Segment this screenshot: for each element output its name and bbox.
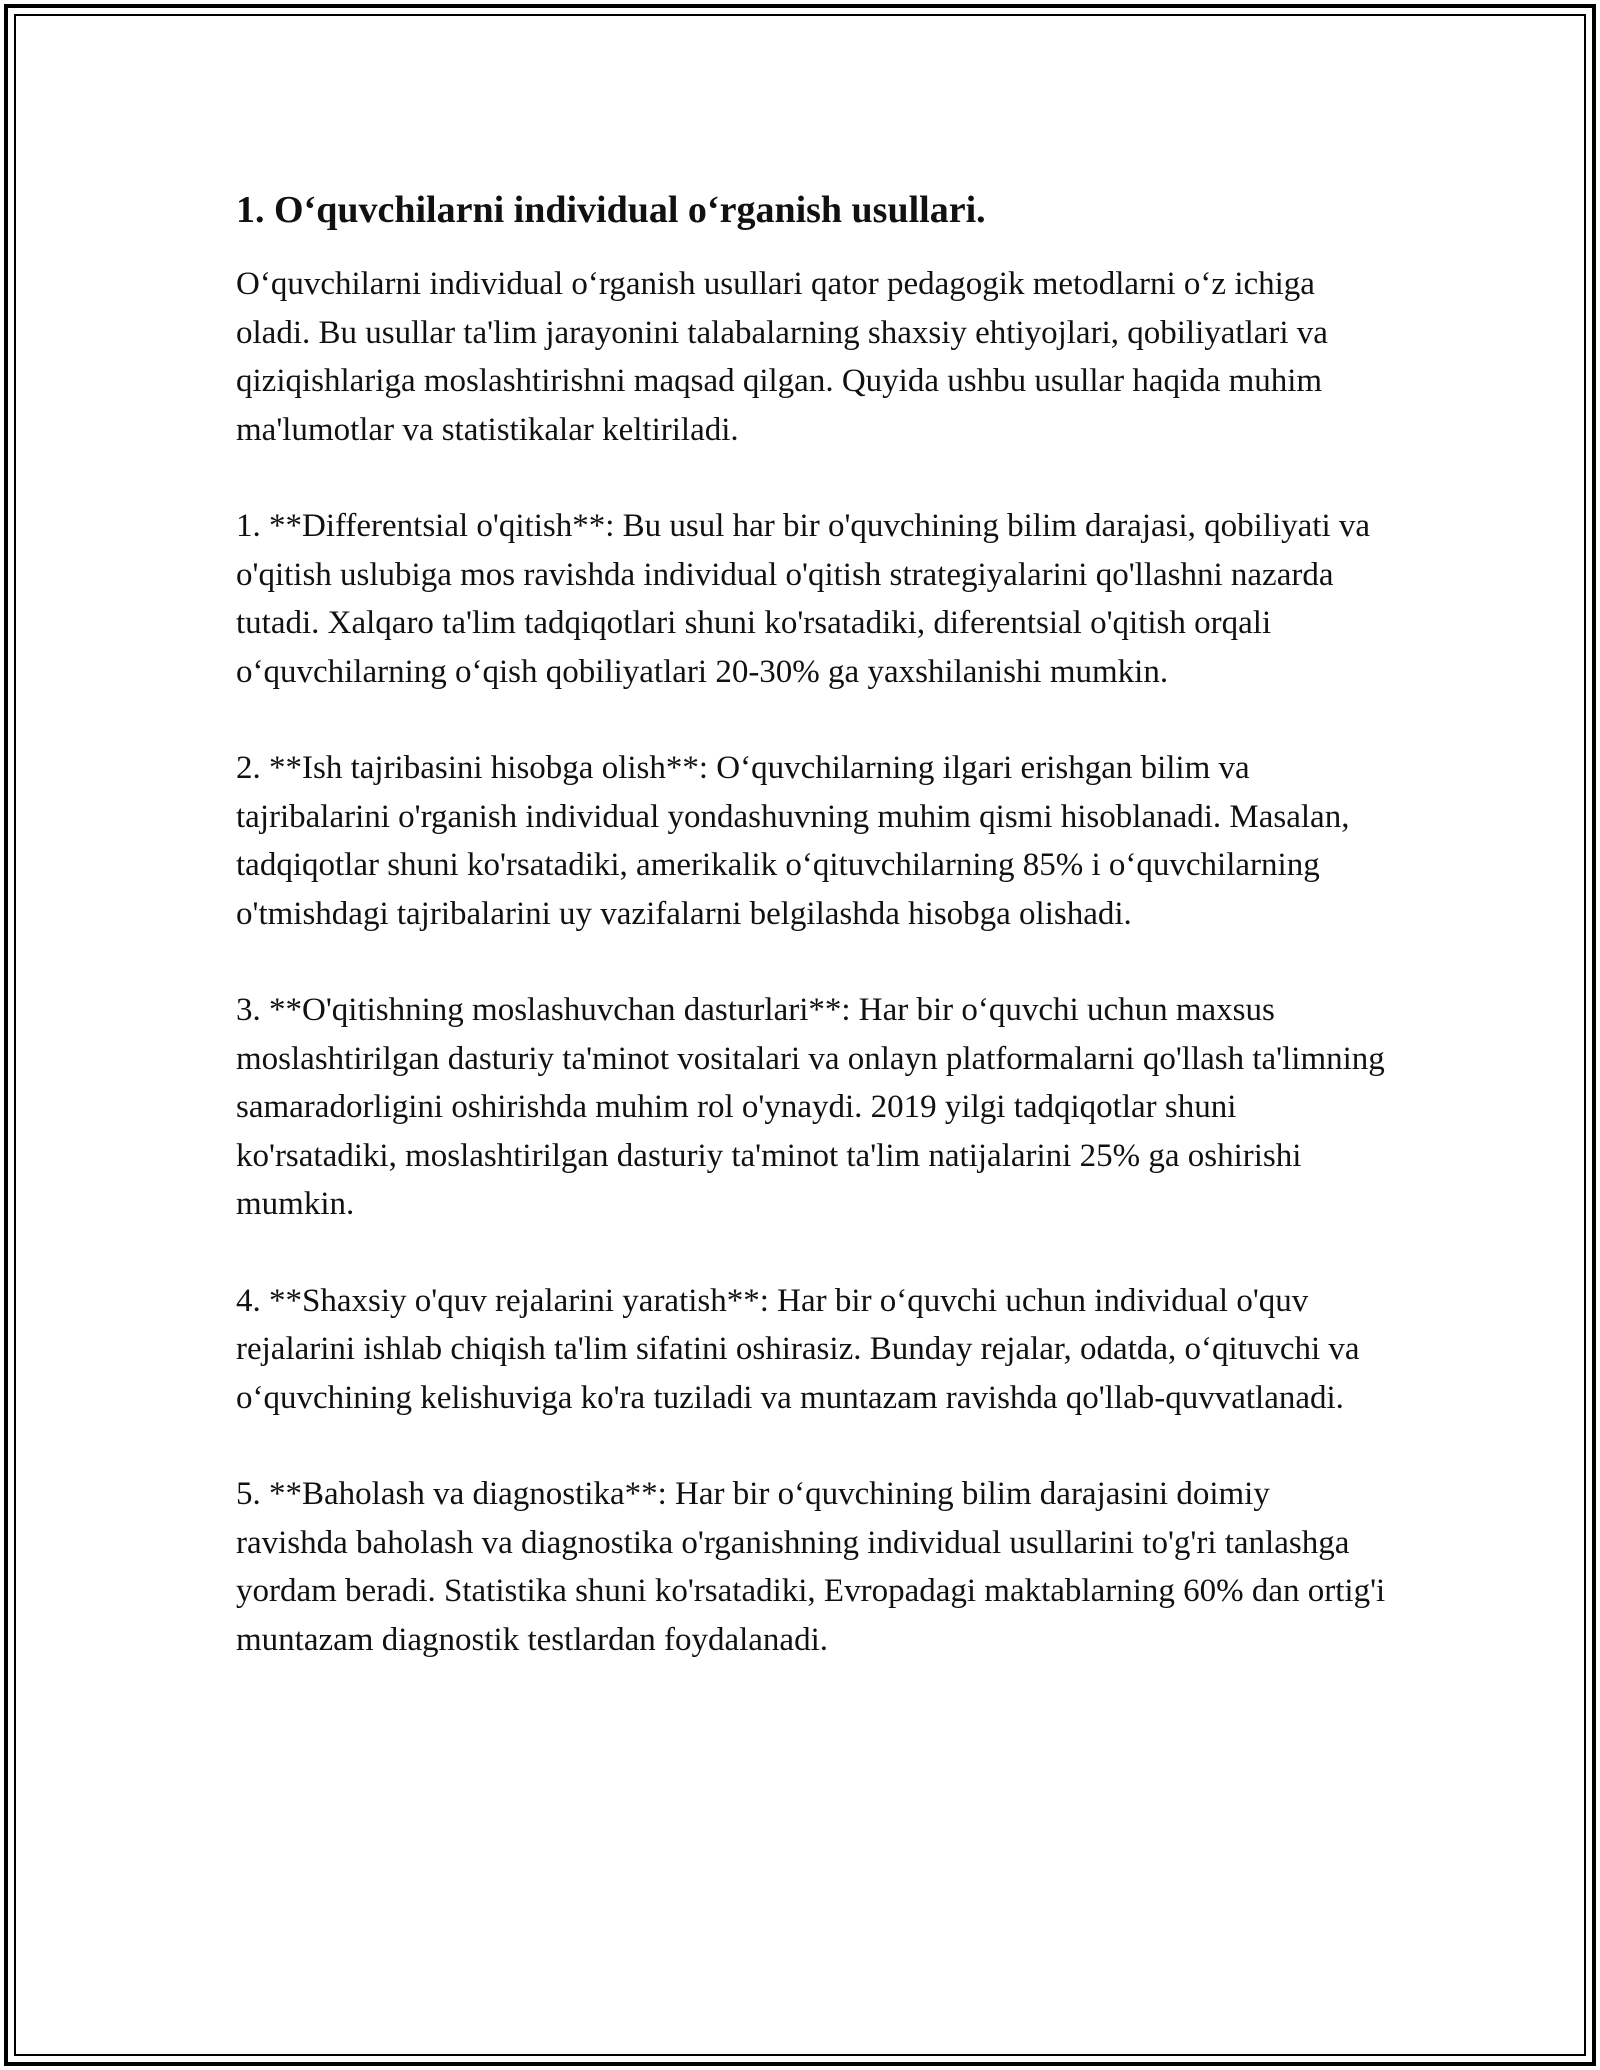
list-item-shaxsiy-rejalar: 4. **Shaxsiy o'quv rejalarini yaratish**: Har bir o‘quvchi uchun individual o'quv rejalarini ishlab chiqish ta'lim sifatini oshirasiz. Bunday rejalar, odatda, o‘qituvchi va o‘quvchining kelishuviga ko'ra tuziladi va muntazam ravishda qo'llab-quvvatlanadi. bbox=[236, 1282, 1360, 1416]
intro-paragraph: O‘quvchilarni individual o‘rganish usullari qator pedagogik metodlarni o‘z ichiga oladi. Bu usullar ta'lim jarayonini talabalarning shaxsiy ehtiyojlari, qobiliyatlari va qiziqishlariga moslashtirishni maqsad qilgan. Quyida ushbu usullar haqida muhim ma'lumotlar va statistikalar keltiriladi. bbox=[236, 266, 1328, 448]
list-item-baholash: 5. **Baholash va diagnostika**: Har bir o‘quvchining bilim darajasini doimiy ravishda baholash va diagnostika o'rganishning individual usullarini to'g'ri tanlashga yordam beradi. Statistika shuni ko'rsatadiki, Evropadagi maktablarning 60% dan ortig'i muntazam diagnostik testlardan foydalanadi. bbox=[236, 1476, 1386, 1658]
list-item-moslashuvchan-dasturlar: 3. **O'qitishning moslashuvchan dasturlari**: Har bir o‘quvchi uchun maxsus moslashtirilgan dasturiy ta'minot vositalari va onlayn platformalarni qo'llash ta'limning samaradorligini oshirishda muhim rol o'ynaydi. 2019 yilgi tadqiqotlar shuni ko'rsatadiki, moslashtirilgan dasturiy ta'minot ta'lim natijalarini 25% ga oshirishi mumkin. bbox=[236, 992, 1385, 1222]
document-title: 1. O‘quvchilarni individual o‘rganish usullari. bbox=[236, 189, 986, 231]
list-item-ish-tajribasi: 2. **Ish tajribasini hisobga olish**: O‘quvchilarning ilgari erishgan bilim va tajribalarini o'rganish individual yondashuvning muhim qismi hisoblanadi. Masalan, tadqiqotlar shuni ko'rsatadiki, amerikalik o‘qituvchilarning 85% i o‘quvchilarning o'tmishdagi tajribalarini uy vazifalarni belgilashda hisobga olishadi. bbox=[236, 750, 1350, 932]
list-item-differentsial: 1. **Differentsial o'qitish**: Bu usul har bir o'quvchining bilim darajasi, qobiliyati va o'qitish uslubiga mos ravishda individual o'qitish strategiyalarini qo'llashni nazarda tutadi. Xalqaro ta'lim tadqiqotlari shuni ko'rsatadiki, diferentsial o'qitish orqali o‘quvchilarning o‘qish qobiliyatlari 20-30% ga yaxshilanishi mumkin. bbox=[236, 508, 1371, 690]
document-body bbox=[236, 186, 1386, 1712]
